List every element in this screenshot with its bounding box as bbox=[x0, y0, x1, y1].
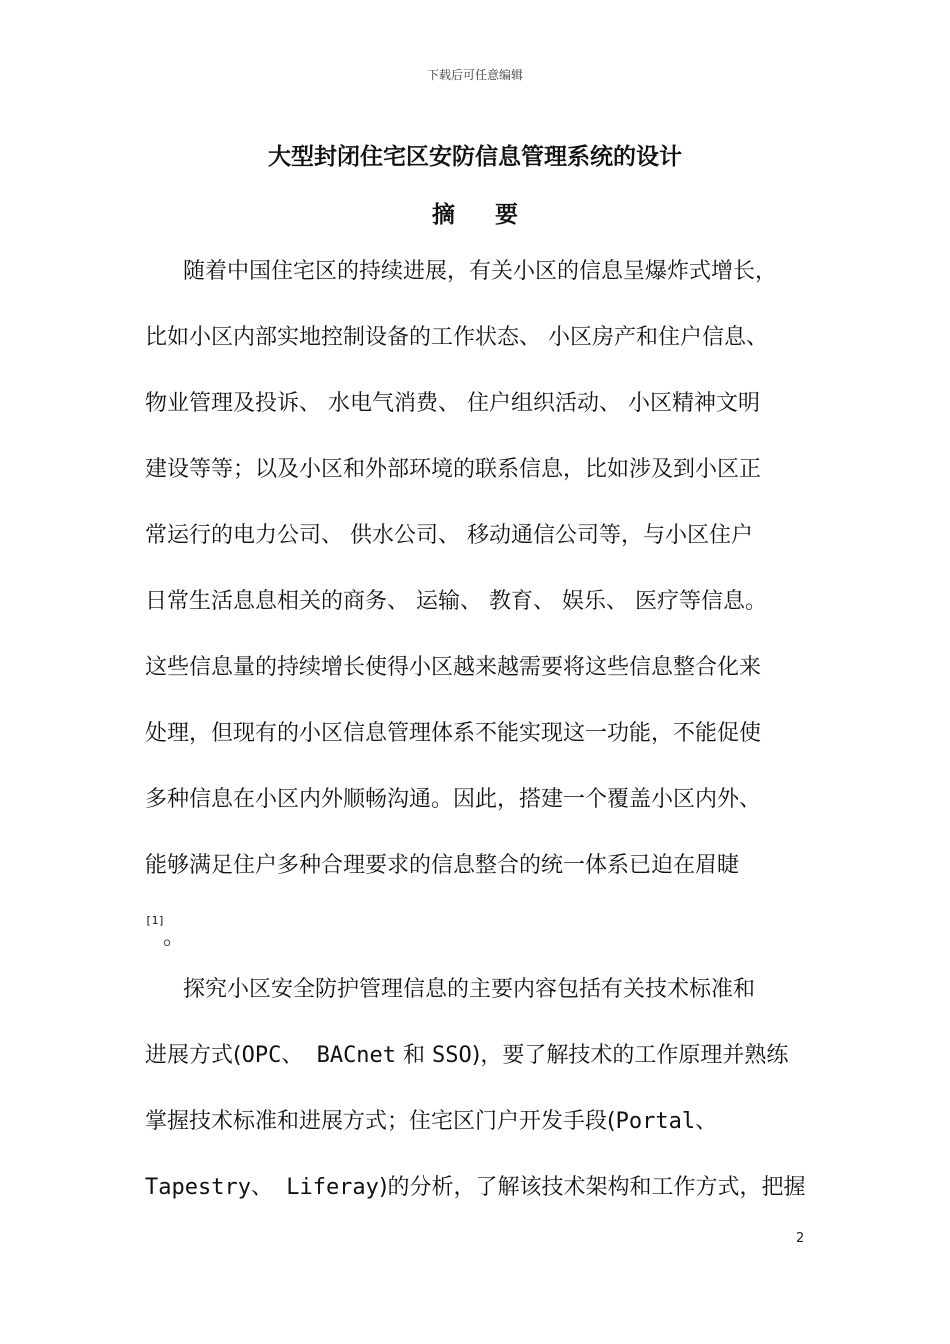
paragraph-line: 物业管理及投诉、 水电气消费、 住户组织活动、 小区精神文明 bbox=[145, 391, 760, 416]
paragraph-line: 日常生活息息相关的商务、 运输、 教育、 娱乐、 医疗等信息。 bbox=[145, 589, 767, 614]
paragraph-line: 能够满足住户多种合理要求的信息整合的统一体系已迫在眉睫 bbox=[145, 853, 740, 878]
text-run: SSO bbox=[432, 1043, 472, 1068]
paragraph-line: 探究小区安全防护管理信息的主要内容包括有关技术标准和 bbox=[183, 977, 756, 1002]
paragraph-line: 建设等等；以及小区和外部环境的联系信息，比如涉及到小区正 bbox=[145, 457, 762, 482]
paragraph-line: 这些信息量的持续增长使得小区越来越需要将这些信息整合化来 bbox=[145, 655, 762, 680]
paragraph-line bbox=[145, 1104, 717, 1135]
document-title: 大型封闭住宅区安防信息管理系统的设计 bbox=[268, 144, 682, 170]
citation-period: 。 bbox=[163, 925, 186, 950]
header-note: 下载后可任意编辑 bbox=[426, 68, 523, 82]
text-run: Portal bbox=[615, 1109, 696, 1134]
paragraph-line bbox=[145, 1170, 806, 1201]
text-run: OPC、 BACnet bbox=[241, 1043, 397, 1068]
text-run: )的分析，了解该技术架构和工作方式，把握 bbox=[378, 1175, 806, 1200]
paragraph-line: 多种信息在小区内外顺畅沟通。因此，搭建一个覆盖小区内外、 bbox=[145, 787, 762, 812]
text-run: )，要了解技术的工作原理并熟练 bbox=[471, 1043, 789, 1068]
paragraph-line: 常运行的电力公司、 供水公司、 移动通信公司等，与小区住户 bbox=[145, 523, 753, 548]
text-run: 、 bbox=[695, 1109, 718, 1134]
page-number: 2 bbox=[796, 1231, 805, 1246]
text-run: 掌握技术标准和进展方式；住宅区门户开发手段( bbox=[145, 1109, 616, 1134]
paragraph-line bbox=[145, 1038, 788, 1069]
paragraph-line: 比如小区内部实地控制设备的工作状态、 小区房产和住户信息、 bbox=[145, 325, 768, 350]
abstract-heading: 摘要 bbox=[432, 202, 558, 228]
text-run: 进展方式( bbox=[145, 1043, 242, 1068]
paragraph-line: 处理，但现有的小区信息管理体系不能实现这一功能，不能促使 bbox=[145, 721, 762, 746]
citation-reference: [1] bbox=[145, 914, 165, 927]
paragraph-line: 随着中国住宅区的持续进展，有关小区的信息呈爆炸式增长， bbox=[183, 259, 778, 284]
text-run: Tapestry、 Liferay bbox=[145, 1175, 379, 1200]
text-run: 和 bbox=[396, 1043, 433, 1068]
